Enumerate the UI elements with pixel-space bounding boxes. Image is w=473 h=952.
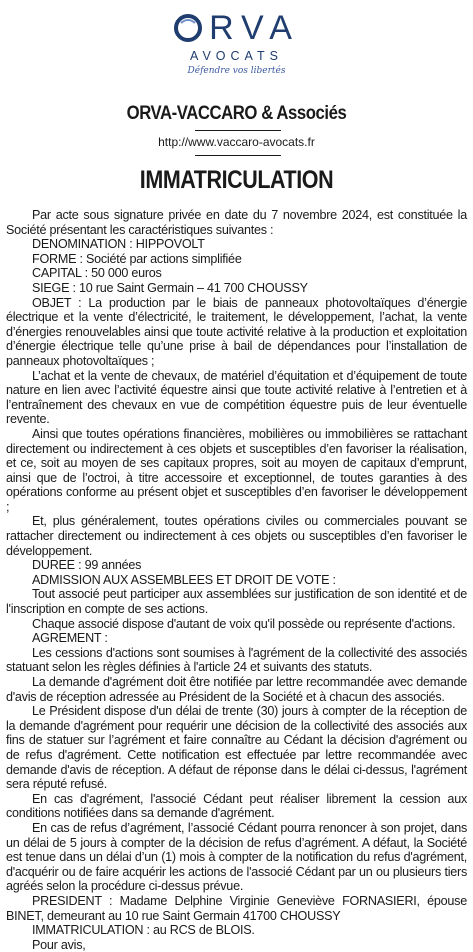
paragraph: Les cessions d'actions sont soumises à l'agrément de la collectivité des associés statuant selon les règles définies à l'article 24 et suivants des statuts. [6,645,467,675]
paragraph: La demande d'agrément doit être notifiée par lettre recommandée avec demande d'avis de réception adressée au Président de la Société et à chacun des associés. [6,675,467,704]
paragraph: ADMISSION AUX ASSEMBLEES ET DROIT DE VOTE : [32,572,336,587]
divider-bottom [195,155,281,156]
paragraph: Tout associé peut participer aux assemblées sur justification de son identité et de l'inscription en compte de ses actions. [6,587,467,617]
logo-subtitle: AVOCATS [190,49,283,63]
paragraph: DUREE : 99 années [32,558,142,573]
logo-tagline: Défendre vos libertés [187,66,286,76]
paragraph: FORME : Société par actions simplifiée [32,251,242,266]
paragraph: SIEGE : 10 rue Saint Germain – 41 700 CHOUSSY [32,280,308,295]
paragraph: CAPITAL : 50 000 euros [32,266,162,281]
paragraph: DENOMINATION : HIPPOVOLT [32,237,205,252]
paragraph: Le Président dispose d'un délai de trente (30) jours à compter de la réception de la demande d'agrément pour requérir une décision de la collectivité des associés aux fins de statuer sur l’agrément et faire connaître au Cédant la décision d'agrément ou de refus d'agrément. Cette notification est effectuée par lettre recommandée avec demande d'avis de réception. A défaut de réponse dans le délai ci-dessus, l'agrément sera réputé refusé. [6,704,467,792]
paragraph: Chaque associé dispose d'autant de voix qu'il possède ou représente d'actions. [32,616,456,631]
divider-top [195,130,281,131]
paragraph: PRESIDENT : Madame Delphine Virginie Geneviève FORNASIERI, épouse BINET, demeurant au 10 rue Saint Germain 41700 CHOUSSY [6,893,467,923]
paragraph: IMMATRICULATION : au RCS de BLOIS. [32,923,255,938]
paragraph: Pour avis, [32,937,86,952]
paragraph: L’achat et la vente de chevaux, de matériel d’équitation et d’équipement de toute nature en lien avec l’activité équestre ainsi que toute activité relative à l’entretien et à l’entraînement des chevaux en vue de compétition équestre puis de leur éventuelle revente. [6,368,467,427]
paragraph: Par acte sous signature privée en date du 7 novembre 2024, est constituée la Société présentant les caractéristiques suivantes : [6,208,467,237]
paragraph: En cas de refus d’agrément, l’associé Cédant pourra renoncer à son projet, dans un délai de 5 jours à compter de la décision de refus d’agrément. A défaut, la Société est tenue dans un délai d’un (1) mois à compter de la notification du refus d'agrément, d'acquérir ou de faire acquérir les actions de l'associé Cédant par un ou plusieurs tiers agréés selon la procédure ci-dessus prévue. [6,820,467,894]
notice-title: IMMATRICULATION [139,166,334,194]
paragraph: OBJET : La production par le biais de panneaux photovoltaïques d’énergie électrique et la vente d’électricité, le traitement, le développement, l’achat, la vente d’énergies renouvelables ainsi que toute activité relative à la production et exploitation d’énergie électrique telle qu’une prise à bail de dépendances pour l’installation de panneaux photovoltaïques ; [6,295,467,368]
logo-wordmark [0,10,473,46]
paragraph: Ainsi que toutes opérations financières, mobilières ou immobilières se rattachant directement ou indirectement à ces objets et susceptibles d’en favoriser la réalisation, et ce, soit au moyen de ses capitaux propres, soit au moyen de capitaux d’emprunt, ainsi que de l’octroi, à titre accessoire et exceptionnel, de toutes garanties à des opérations conforme au présent objet et susceptibles d’en favoriser le développement ; [6,426,467,514]
website-link[interactable]: http://www.vaccaro-avocats.fr [158,135,315,149]
orva-logo [0,10,473,77]
notice-body [6,208,467,952]
orva-o-logo-icon [173,13,203,43]
paragraph: Et, plus généralement, toutes opérations civiles ou commerciales pouvant se rattacher directement ou indirectement à ces objets ou susceptibles d’en favoriser le développement. [6,514,467,558]
logo-brand-rest: RVA [209,9,300,47]
firm-name: ORVA-VACCARO & Associés [126,103,347,124]
paragraph: AGREMENT : [32,631,108,646]
paragraph: En cas d'agrément, l'associé Cédant peut réaliser librement la cession aux conditions notifiées dans sa demande d'agrément. [6,791,467,821]
